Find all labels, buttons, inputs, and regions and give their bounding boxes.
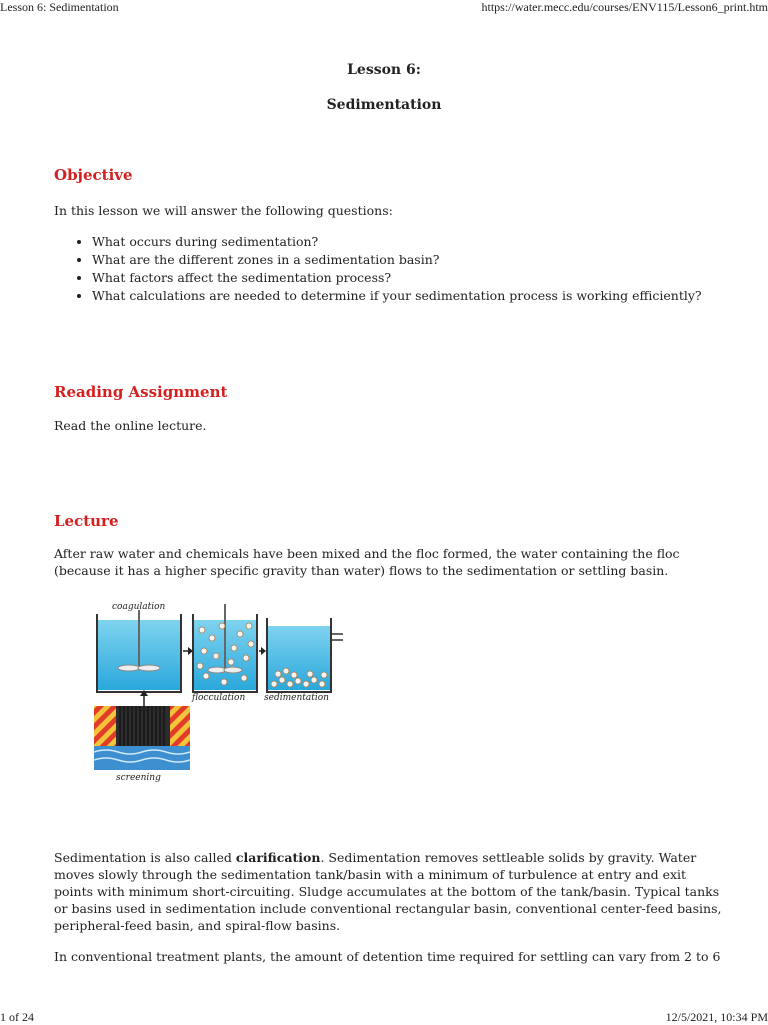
label-sedimentation: sedimentation [264, 693, 329, 703]
label-screening: screening [116, 773, 161, 782]
list-item: • What are the different zones in a sedimentation basin? [92, 251, 752, 269]
browser-tab-title: Lesson 6: Sedimentation [0, 0, 119, 15]
page-indicator: 1 of 24 [0, 1010, 34, 1025]
list-item: • What calculations are needed to determine if your sedimentation process is working efficiently? [92, 287, 752, 305]
paragraph-text: . Sedimentation removes settleable solids by gravity. Water moves slowly through the sedimentation tank/basin with a minimum of turbulence at entry and exit points with minimum short-circuiting. Sludge accumulates at the bottom of the tank/basin. Typical tanks or basins used in sedimentation include conventional rectangular basin, conventional center-feed basins, peripheral-feed basin, and spiral-flow basins. [54, 850, 721, 933]
lecture-paragraph-1: After raw water and chemicals have been mixed and the floc formed, the water containing the floc (because it has a higher specific gravity than water) flows to the sedimentation or settling basin. [54, 545, 724, 579]
clarification-term: clarification [236, 850, 321, 865]
list-item: • What occurs during sedimentation? [92, 233, 752, 251]
page-title: Sedimentation [0, 97, 768, 113]
questions-list [54, 233, 752, 305]
objective-heading: Objective [54, 166, 133, 184]
reading-assignment-text: Read the online lecture. [54, 417, 724, 434]
objective-intro: In this lesson we will answer the following questions: [54, 202, 724, 219]
reading-assignment-heading: Reading Assignment [54, 383, 227, 401]
lesson-number: Lesson 6: [0, 62, 768, 78]
lecture-paragraph-3: In conventional treatment plants, the amount of detention time required for settling can vary from 2 to 6 [54, 948, 724, 965]
label-coagulation: coagulation [112, 602, 166, 612]
water-treatment-figure [94, 596, 344, 782]
print-datetime: 12/5/2021, 10:34 PM [666, 1010, 768, 1025]
list-item: • What factors affect the sedimentation process? [92, 269, 752, 287]
page-url[interactable]: https://water.mecc.edu/courses/ENV115/Lesson6_print.htm [482, 0, 768, 15]
lecture-paragraph-2 [54, 849, 724, 934]
paragraph-text: Sedimentation is also called [54, 850, 236, 865]
label-flocculation: flocculation [191, 693, 245, 703]
lecture-heading: Lecture [54, 512, 119, 530]
